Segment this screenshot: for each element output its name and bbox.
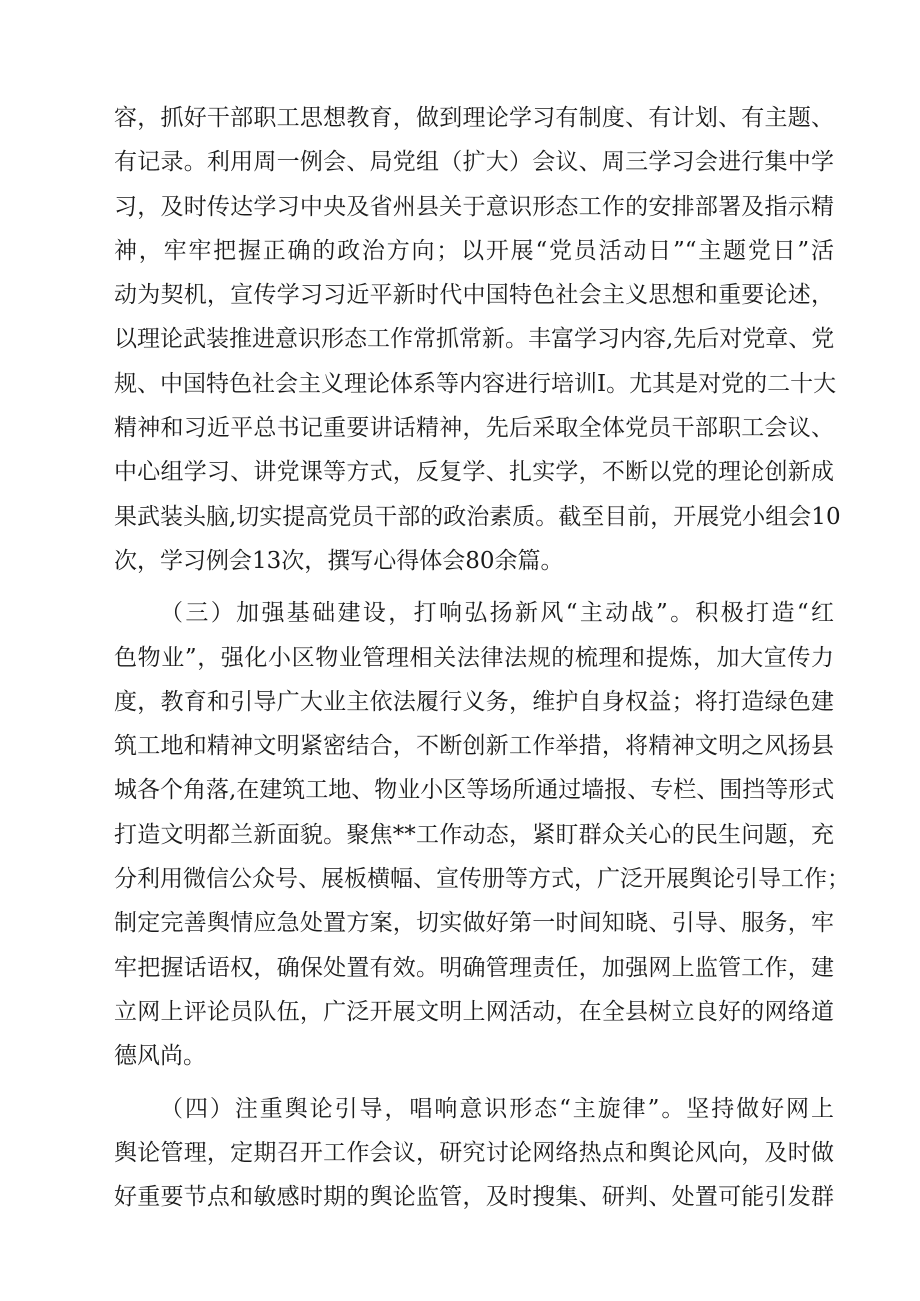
text-line: 色物业”，强化小区物业管理相关法律法规的梳理和提炼，加大宣传力 <box>114 644 834 671</box>
text-line: 次，学习例会13次，撰写心得体会80余篇。 <box>114 547 564 574</box>
text-line: 中心组学习、讲党课等方式，反复学、扎实学，不断以党的理论创新成 <box>114 459 834 486</box>
text-line: 习，及时传达学习中央及省州县关于意识形态工作的安排部署及指示精 <box>114 193 834 220</box>
text-line: 好重要节点和敏感时期的舆论监管，及时搜集、研判、处置可能引发群 <box>114 1184 834 1211</box>
paragraph-spacer <box>114 1079 834 1087</box>
paragraph-theory-study <box>114 96 841 583</box>
section-heading-line: （三）加强基础建设，打响弘扬新风“主动战”。积极打造“红 <box>160 600 834 627</box>
text-line: 规、中国特色社会主义理论体系等内容进行培训I。尤其是对党的二十大 <box>114 370 837 397</box>
text-line: 神，牢牢把握正确的政治方向；以开展“党员活动日”“主题党日”活 <box>114 237 834 264</box>
text-line: 精神和习近平总书记重要讲话精神，先后采取全体党员干部职工会议、 <box>114 415 834 442</box>
text-line: 舆论管理，定期召开工作会议，研究讨论网络热点和舆论风向，及时做 <box>114 1139 834 1166</box>
text-line: 容，抓好干部职工思想教育，做到理论学习有制度、有计划、有主题、 <box>114 105 834 131</box>
text-line: 度，教育和引导广大业主依法履行义务，维护自身权益；将打造绿色建 <box>114 688 834 715</box>
paragraph-spacer <box>114 583 834 591</box>
text-line: 果武装头脑,切实提高党员干部的政治素质。截至目前，开展党小组会10 <box>114 503 841 530</box>
paragraph-section-4 <box>114 1087 834 1220</box>
document-body <box>114 96 850 1219</box>
text-line: 制定完善舆情应急处置方案，切实做好第一时间知晓、引导、服务，牢 <box>114 910 834 937</box>
text-line: 动为契机，宣传学习习近平新时代中国特色社会主义思想和重要论述， <box>114 282 834 309</box>
text-line: 立网上评论员队伍，广泛开展文明上网活动，在全县树立良好的网络道 <box>114 998 834 1025</box>
text-line: 有记录。利用周一例会、局党组（扩大）会议、周三学习会进行集中学 <box>114 149 834 176</box>
text-line: 以理论武装推进意识形态工作常抓常新。丰富学习内容,先后对党章、党 <box>114 326 835 353</box>
text-line: 城各个角落,在建筑工地、物业小区等场所通过墙报、专栏、围挡等形式 <box>114 777 835 804</box>
text-line: 打造文明都兰新面貌。聚焦**工作动态，紧盯群众关心的民生问题，充 <box>114 821 834 848</box>
text-line: 分利用微信公众号、展板横幅、宣传册等方式，广泛开展舆论引导工作； <box>114 866 850 893</box>
text-line: 德风尚。 <box>114 1043 206 1070</box>
text-line: 牢把握话语权，确保处置有效。明确管理责任，加强网上监管工作，建 <box>114 954 834 981</box>
paragraph-section-3 <box>114 591 850 1078</box>
text-line: 筑工地和精神文明紧密结合，不断创新工作举措，将精神文明之风扬县 <box>114 733 834 760</box>
section-heading-line: （四）注重舆论引导，唱响意识形态“主旋律”。坚持做好网上 <box>160 1095 834 1122</box>
